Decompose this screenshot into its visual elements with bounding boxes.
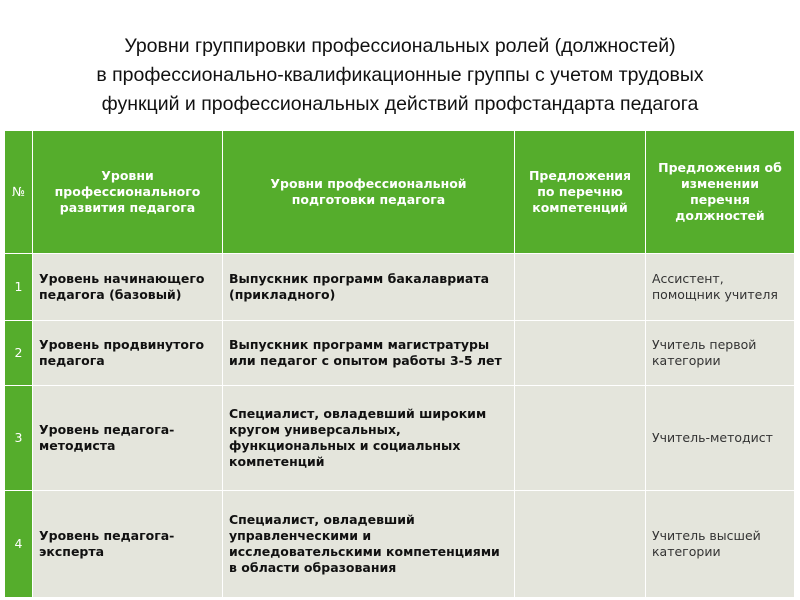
header-development-level: Уровни профессионального развития педагога (33, 131, 223, 254)
roles-table (4, 130, 795, 598)
row-training: Специалист, овладевший широким кругом универсальных, функциональных и социальных компетенций (223, 386, 515, 491)
table-row (5, 491, 795, 598)
row-positions: Учитель высшей категории (646, 491, 795, 598)
row-number: 1 (5, 254, 33, 321)
header-competencies: Предложения по перечню компетенций (515, 131, 646, 254)
row-positions: Учитель первой категории (646, 321, 795, 386)
row-positions: Ассистент, помощник учителя (646, 254, 795, 321)
table-row (5, 386, 795, 491)
row-positions: Учитель-методист (646, 386, 795, 491)
row-training: Специалист, овладевший управленческими и исследовательскими компетенциями в области образования (223, 491, 515, 598)
header-positions: Предложения об изменении перечня должностей (646, 131, 795, 254)
title-line: в профессионально-квалификационные группы с учетом трудовых (96, 64, 704, 86)
row-training: Выпускник программ магистратуры или педагог с опытом работы 3-5 лет (223, 321, 515, 386)
row-training: Выпускник программ бакалавриата (прикладного) (223, 254, 515, 321)
page-title (0, 32, 800, 119)
row-number: 3 (5, 386, 33, 491)
table-row (5, 254, 795, 321)
row-level: Уровень педагога-эксперта (33, 491, 223, 598)
row-level: Уровень педагога-методиста (33, 386, 223, 491)
title-line: функций и профессиональных действий профстандарта педагога (101, 93, 699, 115)
row-level: Уровень продвинутого педагога (33, 321, 223, 386)
title-line: Уровни группировки профессиональных ролей (должностей) (124, 35, 676, 57)
row-number: 2 (5, 321, 33, 386)
row-competencies (515, 386, 646, 491)
row-level: Уровень начинающего педагога (базовый) (33, 254, 223, 321)
header-training-level: Уровни профессиональной подготовки педагога (223, 131, 515, 254)
row-number: 4 (5, 491, 33, 598)
table-header-row (5, 131, 795, 254)
table-row (5, 321, 795, 386)
row-competencies (515, 321, 646, 386)
row-competencies (515, 491, 646, 598)
row-competencies (515, 254, 646, 321)
header-number: № (5, 131, 33, 254)
